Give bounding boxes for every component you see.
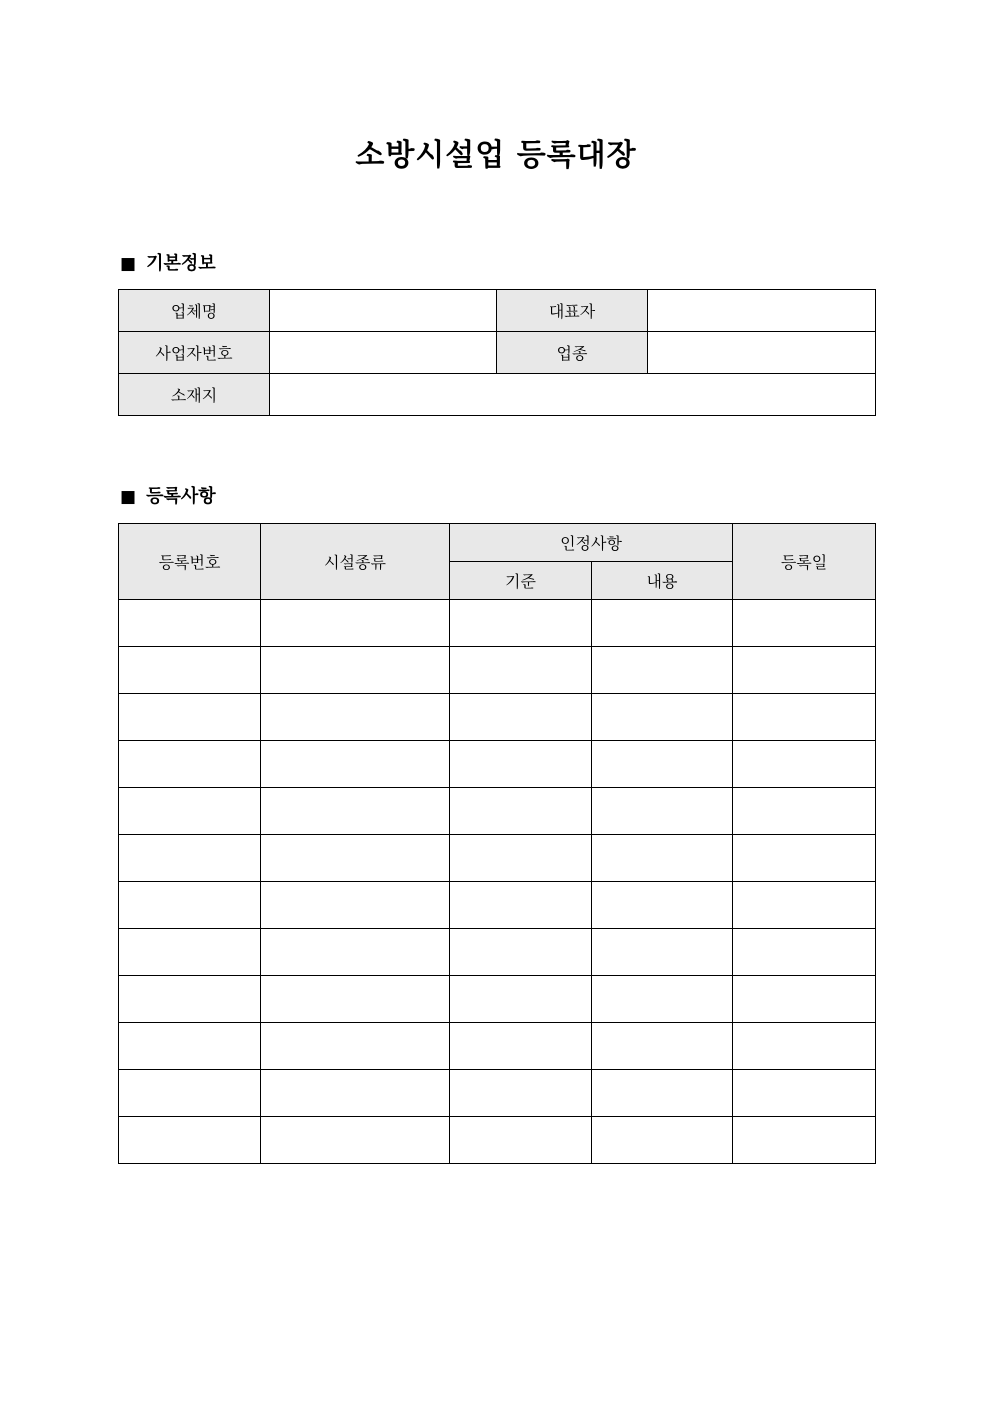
table-row	[119, 882, 876, 929]
standard-cell[interactable]	[450, 741, 592, 788]
col-header-registration-number: 등록번호	[119, 524, 261, 600]
basic-info-heading-text: 기본정보	[146, 253, 216, 274]
business-type-field[interactable]	[648, 332, 876, 374]
facility-type-cell[interactable]	[261, 788, 450, 835]
content-cell[interactable]	[592, 929, 733, 976]
content-cell[interactable]	[592, 600, 733, 647]
facility-type-cell[interactable]	[261, 835, 450, 882]
standard-cell[interactable]	[450, 835, 592, 882]
registration-number-cell[interactable]	[119, 929, 261, 976]
table-row	[119, 600, 876, 647]
table-row	[119, 694, 876, 741]
registration-date-cell[interactable]	[733, 976, 876, 1023]
facility-type-cell[interactable]	[261, 600, 450, 647]
square-bullet-icon: ■	[120, 487, 137, 507]
standard-cell[interactable]	[450, 694, 592, 741]
standard-cell[interactable]	[450, 1117, 592, 1164]
standard-cell[interactable]	[450, 976, 592, 1023]
registration-number-cell[interactable]	[119, 741, 261, 788]
col-header-registration-date: 등록일	[733, 524, 876, 600]
table-row	[119, 647, 876, 694]
registration-number-cell[interactable]	[119, 1023, 261, 1070]
content-cell[interactable]	[592, 835, 733, 882]
facility-type-cell[interactable]	[261, 976, 450, 1023]
col-header-content: 내용	[592, 562, 733, 600]
content-cell[interactable]	[592, 788, 733, 835]
facility-type-cell[interactable]	[261, 1117, 450, 1164]
registration-heading-text: 등록사항	[146, 486, 216, 507]
registration-date-cell[interactable]	[733, 788, 876, 835]
registration-date-cell[interactable]	[733, 1070, 876, 1117]
company-name-label: 업체명	[119, 290, 270, 332]
representative-label: 대표자	[497, 290, 648, 332]
table-row	[119, 835, 876, 882]
registration-date-cell[interactable]	[733, 835, 876, 882]
registration-heading	[120, 485, 216, 509]
registration-number-cell[interactable]	[119, 788, 261, 835]
standard-cell[interactable]	[450, 1023, 592, 1070]
content-cell[interactable]	[592, 741, 733, 788]
standard-cell[interactable]	[450, 1070, 592, 1117]
table-row	[119, 1117, 876, 1164]
facility-type-cell[interactable]	[261, 882, 450, 929]
representative-field[interactable]	[648, 290, 876, 332]
business-number-label: 사업자번호	[119, 332, 270, 374]
content-cell[interactable]	[592, 1117, 733, 1164]
content-cell[interactable]	[592, 976, 733, 1023]
location-field[interactable]	[270, 374, 876, 416]
registration-date-cell[interactable]	[733, 600, 876, 647]
standard-cell[interactable]	[450, 929, 592, 976]
registration-date-cell[interactable]	[733, 1023, 876, 1070]
table-row	[119, 929, 876, 976]
basic-info-table	[118, 289, 876, 416]
col-header-facility-type: 시설종류	[261, 524, 450, 600]
standard-cell[interactable]	[450, 647, 592, 694]
facility-type-cell[interactable]	[261, 1023, 450, 1070]
document-title: 소방시설업 등록대장	[355, 138, 637, 173]
content-cell[interactable]	[592, 1023, 733, 1070]
standard-cell[interactable]	[450, 788, 592, 835]
basic-info-row	[119, 374, 876, 416]
registration-table	[118, 523, 876, 1164]
company-name-field[interactable]	[270, 290, 497, 332]
content-cell[interactable]	[592, 1070, 733, 1117]
registration-number-cell[interactable]	[119, 1070, 261, 1117]
registration-date-cell[interactable]	[733, 929, 876, 976]
registration-date-cell[interactable]	[733, 741, 876, 788]
content-cell[interactable]	[592, 694, 733, 741]
basic-info-heading	[120, 252, 216, 276]
basic-info-row	[119, 332, 876, 374]
registration-date-cell[interactable]	[733, 1117, 876, 1164]
registration-number-cell[interactable]	[119, 976, 261, 1023]
registration-number-cell[interactable]	[119, 647, 261, 694]
registration-date-cell[interactable]	[733, 694, 876, 741]
content-cell[interactable]	[592, 647, 733, 694]
registration-date-cell[interactable]	[733, 647, 876, 694]
table-row	[119, 976, 876, 1023]
facility-type-cell[interactable]	[261, 694, 450, 741]
registration-number-cell[interactable]	[119, 600, 261, 647]
col-header-certification-group: 인정사항	[450, 524, 733, 562]
registration-number-cell[interactable]	[119, 835, 261, 882]
table-row	[119, 1023, 876, 1070]
table-row	[119, 788, 876, 835]
business-number-field[interactable]	[270, 332, 497, 374]
standard-cell[interactable]	[450, 600, 592, 647]
facility-type-cell[interactable]	[261, 1070, 450, 1117]
business-type-label: 업종	[497, 332, 648, 374]
registration-number-cell[interactable]	[119, 1117, 261, 1164]
registration-number-cell[interactable]	[119, 882, 261, 929]
registration-date-cell[interactable]	[733, 882, 876, 929]
registration-number-cell[interactable]	[119, 694, 261, 741]
col-header-standard: 기준	[450, 562, 592, 600]
facility-type-cell[interactable]	[261, 741, 450, 788]
registration-body	[119, 600, 876, 1164]
content-cell[interactable]	[592, 882, 733, 929]
square-bullet-icon: ■	[120, 254, 137, 274]
basic-info-row	[119, 290, 876, 332]
standard-cell[interactable]	[450, 882, 592, 929]
location-label: 소재지	[119, 374, 270, 416]
facility-type-cell[interactable]	[261, 647, 450, 694]
facility-type-cell[interactable]	[261, 929, 450, 976]
table-row	[119, 741, 876, 788]
registration-header-row	[119, 524, 876, 562]
table-row	[119, 1070, 876, 1117]
